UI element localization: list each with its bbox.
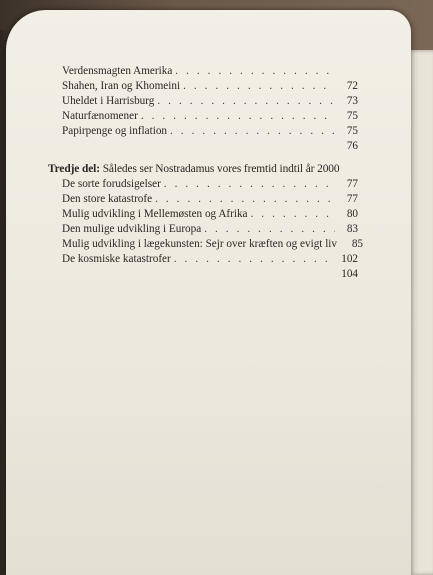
toc-entry-page: 85 [351,238,364,250]
leader-dots [204,222,335,237]
toc-entry-page: 75 [346,110,358,122]
toc-entry-title: De kosmiske katastrofer [62,253,171,265]
toc-entry-title: Shahen, Iran og Khomeini [62,80,181,92]
toc-final-page [62,267,358,282]
toc-entry-title: De sorte forudsigelser [62,178,161,190]
toc-entry-title: Uheldet i Harrisburg [62,95,155,107]
toc-trailing-page [62,139,358,154]
toc-entry-page: 73 [346,95,358,107]
toc-entry [62,124,358,139]
toc-entry-title: Den store katastrofe [62,193,153,205]
toc-entry-title: Verdensmagten Amerika [62,65,173,77]
toc-entry-page: 77 [346,178,358,190]
table-of-contents [48,64,364,282]
toc-entry [62,79,358,94]
leader-dots [170,124,335,139]
toc-entry [62,109,358,124]
leader-dots [155,192,335,207]
leader-dots [141,109,335,124]
leader-dots [175,64,335,79]
leader-dots [183,79,335,94]
toc-entry [62,237,364,252]
toc-entry [62,222,358,237]
leader-dots [157,94,335,109]
leader-dots [251,207,335,222]
toc-entry-title: Mulig udvikling i lægekunsten: Sejr over kræften og evigt liv [62,238,338,250]
toc-entry-page: 76 [346,140,358,152]
leader-dots [174,252,335,267]
toc-entry [62,64,358,79]
toc-entry [62,177,358,192]
toc-entry [62,252,358,267]
toc-entry-title: Naturfænomener [62,110,138,122]
toc-entry-title: Papirpenge og inflation [62,125,168,137]
toc-entry [62,207,358,222]
section-label: Tredje del: [48,163,100,175]
leader-dots [164,177,335,192]
toc-entry-page: 77 [346,193,358,205]
section-title: Således ser Nostradamus vores fremtid indtil år 2000 [102,163,340,175]
toc-entry [62,192,358,207]
toc-entry-page: 104 [341,268,358,280]
toc-entry [62,94,358,109]
toc-entry-page: 75 [346,125,358,137]
section-heading [48,162,358,177]
toc-entry-title: Mulig udvikling i Mellemøsten og Afrika [62,208,248,220]
toc-entry-page: 72 [346,80,358,92]
toc-entry-page: 80 [346,208,358,220]
toc-entry-title: Den mulige udvikling i Europa [62,223,202,235]
toc-entry-page: 83 [346,223,358,235]
toc-entry-page: 102 [341,253,358,265]
